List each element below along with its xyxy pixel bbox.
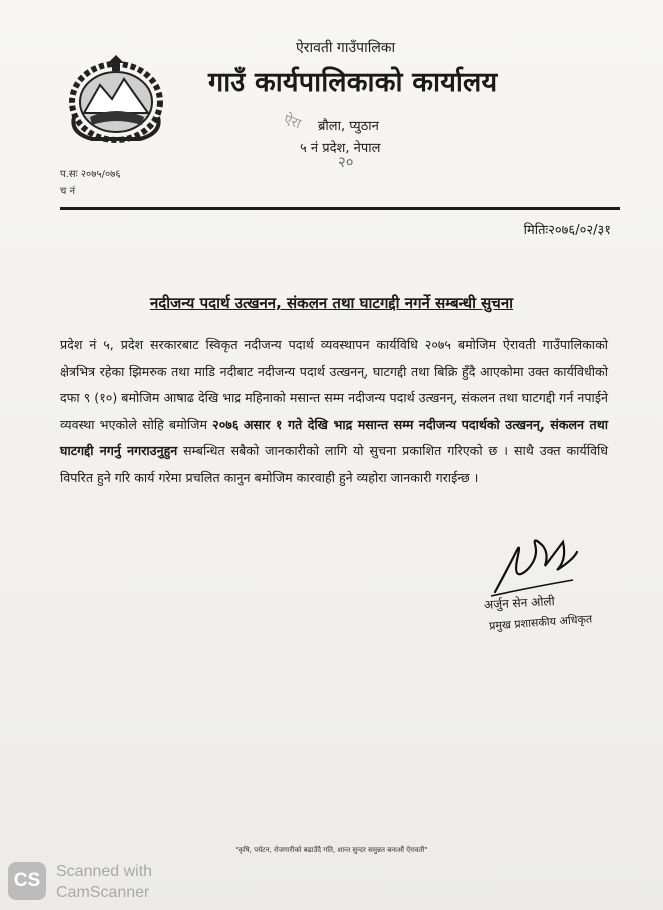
dispatch-number: च नं [60, 186, 76, 197]
notice-title: नदीजन्य पदार्थ उत्खनन, संकलन तथा घाटगद्दी नगर्ने सम्बन्धी सुचना [149, 294, 514, 312]
notice-body [60, 332, 608, 491]
watermark-line1: Scanned with [56, 863, 153, 880]
letter-date: मितिः२०७६/०२/३१ [523, 223, 611, 238]
handwritten-signature-icon [487, 530, 579, 602]
watermark-line2: CamScanner [56, 884, 150, 901]
signatory-name: अर्जुन सेन ओली [483, 594, 556, 612]
office-address: ब्रौला, प्युठान [318, 119, 379, 134]
signatory-title: प्रमुख प्रशासकीय अधिकृत [488, 612, 593, 633]
province-country: ५ नं प्रदेश, नेपाल [300, 141, 381, 156]
rubber-stamp-number: २० [338, 153, 354, 171]
notice-body-emphasis: २०७६ असार १ गते देखि भाद्र मसान्त सम्म नदीजन्य पदार्थको उत्खनन्, संकलन तथा घाटगद्दी नगर्नु नगराउनुहुन [60, 416, 608, 458]
nepal-emblem-icon [62, 55, 170, 145]
footer-motto: "कृषि, पर्यटन, रोजगारीको बढाउँदै गति, शान्त सुन्दर समुन्नत बनाऔं ऐरावती" [235, 846, 428, 854]
header-divider [60, 207, 620, 210]
office-title: गाउँ कार्यपालिकाको कार्यालय [208, 67, 498, 98]
notice-body-part2: सम्बन्धित सबैको जानकारीको लागि यो सुचना प्रकाशित गरिएको छ । साथै उक्त कार्यविधि विपरित हुने गरि कार्य गरेमा प्रचलित कानुन बमोजिम कारवाही हुने व्यहोरा जानकारी गराईन्छ । [60, 443, 608, 485]
notice-body-part1: प्रदेश नं ५, प्रदेश सरकारबाट स्विकृत नदीजन्य पदार्थ व्यवस्थापन कार्यविधि २०७५ बमोजिम ऐरावती गाउँपालिकाको क्षेत्रभित्र रहेका झिमरुक तथा माडि नदीबाट नदीजन्य पदार्थ उत्खनन्, घाटगद्दी तथा बिक्रि हुँदै आएकोमा उक्त कार्यविधीको दफा ९ (१०) बमोजिम आषाढ देखि भाद्र महिनाको मसान्त सम्म नदीजन्य पदार्थ उत्खनन्, संकलन तथा घाटगद्दी गर्न नपाईने व्यवस्था भएकोले सोहि बमोजिम [60, 337, 608, 432]
letter-number: प.सः २०७५/०७६ [60, 169, 121, 180]
camscanner-logo-icon: CS [8, 862, 46, 900]
municipality-name: ऐरावती गाउँपालिका [296, 40, 396, 56]
rubber-stamp-text: ऐरा [281, 111, 304, 133]
